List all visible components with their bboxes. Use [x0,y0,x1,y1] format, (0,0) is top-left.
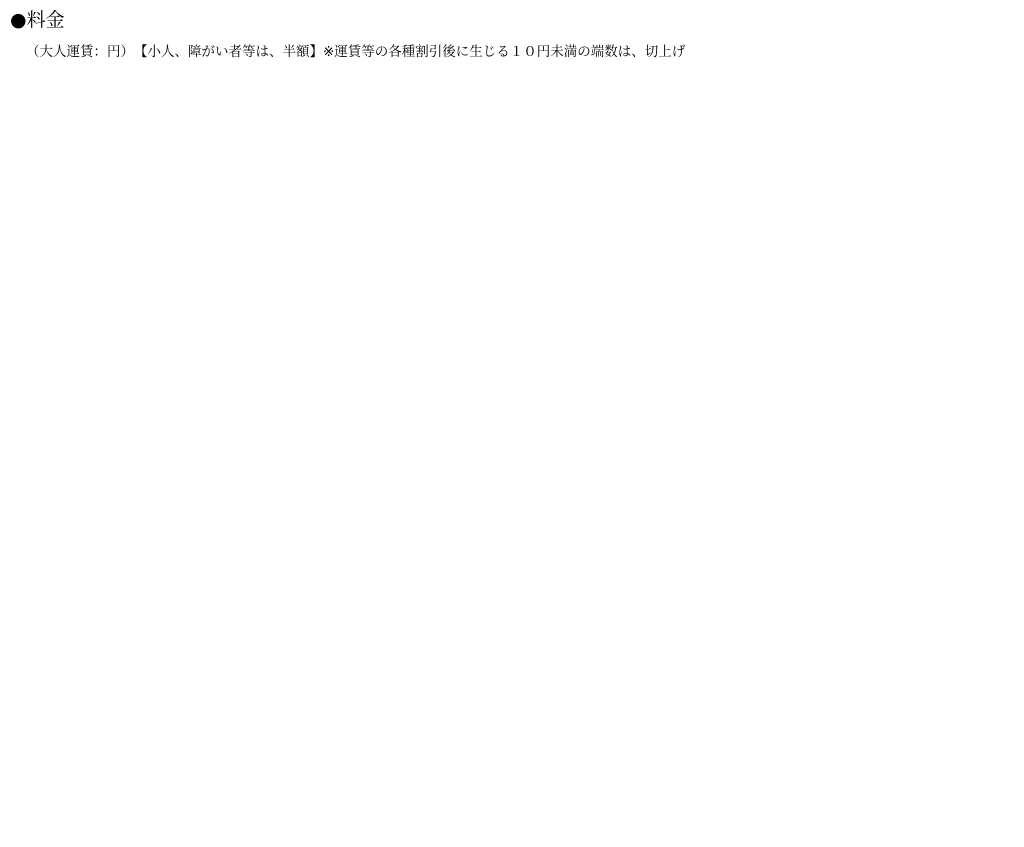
fare-note: （大人運賃：円） 【小人、障がい者等は、半額】※運賃等の各種割引後に生じる１０円未満の端数は、切上げ [26,44,686,60]
page-title: ●料金 [10,9,65,31]
